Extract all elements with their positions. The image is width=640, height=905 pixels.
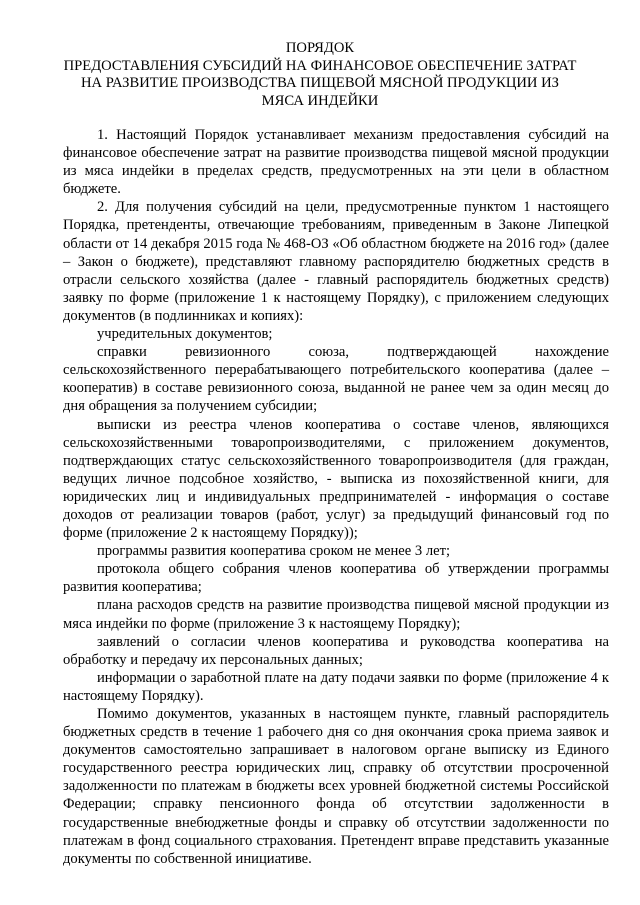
document-title (50, 40, 590, 110)
list-item-general-meeting-protocol: протокола общего собрания членов кооператива об утверждении программы развития кооператива; (63, 561, 609, 596)
list-item-development-program: программы развития кооператива сроком не менее 3 лет; (97, 543, 451, 560)
title-line-2: ПРЕДОСТАВЛЕНИЯ СУБСИДИЙ НА ФИНАНСОВОЕ ОБЕСПЕЧЕНИЕ ЗАТРАТ (63, 57, 577, 74)
list-item-members-register-extract: выписки из реестра членов кооператива о составе членов, являющихся сельскохозяйственными товаропроизводителями, с приложением документов, подтверждающих статус сельскохозяйственного товаропроизводителя (для граждан, ведущих личное подсобное хозяйство, - выписка из похозяйственной книги, для юридических лиц и индивидуальных предпринимателей - информация о составе доходов от реализации товаров (работ, услуг) за предыдущий финансовый год по форме (приложение 2 к настоящему Порядку)); (63, 416, 609, 542)
paragraph-additional-documents: Помимо документов, указанных в настоящем пункте, главный распорядитель бюджетных средств в течение 1 рабочего дня со дня окончания срока приема заявок и документов самостоятельно запрашивает в налоговом органе выписку из Единого государственного реестра юридических лиц, справку об отсутствии просроченной задолженности по платежам в бюджеты всех уровней бюджетной системы Российской Федерации; справку пенсионного фонда об отсутствии задолженности в государственные внебюджетные фонды и справку об отсутствии задолженности по платежам в фонд социального страхования. Претендент вправе представить указанные документы по собственной инициативе. (63, 706, 609, 867)
title-line-4: МЯСА ИНДЕЙКИ (261, 92, 379, 109)
list-item-expense-plan: плана расходов средств на развитие производства пищевой мясной продукции из мяса индейки по форме (приложение 3 к настоящему Порядку); (63, 597, 609, 632)
title-line-3: НА РАЗВИТИЕ ПРОИЗВОДСТВА ПИЩЕВОЙ МЯСНОЙ ПРОДУКЦИИ ИЗ (81, 75, 559, 91)
list-item-salary-information: информации о заработной плате на дату подачи заявки по форме (приложение 4 к настоящему Порядку). (63, 669, 609, 704)
list-item-audit-union-certificate: справки ревизионного союза, подтверждающей нахождение сельскохозяйственного перерабатывающего потребительского кооператива (далее – кооператив) в составе ревизионного союза, выданной не ранее чем за один месяц до дня обращения за получением субсидии; (63, 344, 609, 415)
document-body (63, 126, 609, 868)
list-item-consent-statements: заявлений о согласии членов кооператива и руководства кооператива на обработку и передачу их персональных данных; (63, 633, 609, 668)
paragraph-1: 1. Настоящий Порядок устанавливает механизм предоставления субсидий на финансовое обеспечение затрат на развитие производства пищевой мясной продукции из мяса индейки в пределах средств, предусмотренных на эти цели в областном бюджете. (63, 127, 609, 198)
paragraph-2: 2. Для получения субсидий на цели, предусмотренные пунктом 1 настоящего Порядка, претенденты, отвечающие требованиям, приведенным в Законе Липецкой области от 14 декабря 2015 года № 468-ОЗ «Об областном бюджете на 2016 год» (далее – Закон о бюджете), представляют главному распорядителю бюджетных средств в отрасли сельского хозяйства (далее - главный распорядитель бюджетных средств) заявку по форме (приложение 1 к настоящему Порядку), с приложением следующих документов (в подлинниках и копиях): (63, 199, 609, 324)
title-line-1: ПОРЯДОК (285, 40, 355, 56)
list-item-founding-documents: учредительных документов; (97, 326, 273, 343)
